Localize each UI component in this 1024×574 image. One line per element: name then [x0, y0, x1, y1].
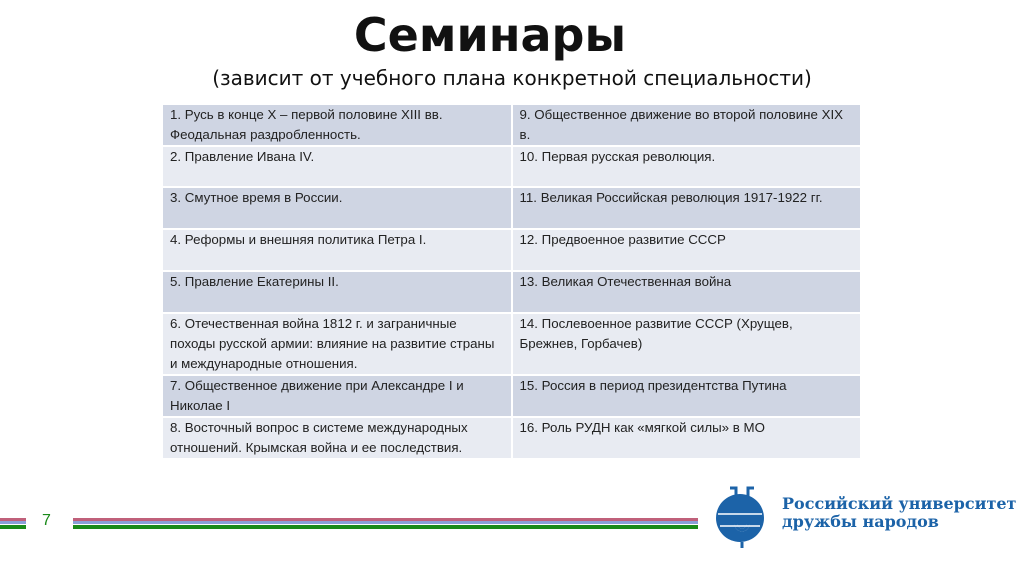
table-row [162, 187, 861, 229]
seminar-topic: 9. Общественное движение во второй половине XIX в. [512, 104, 862, 146]
university-name-line2: дружбы народов [782, 512, 939, 531]
table-row [162, 375, 861, 417]
page-number: 7 [42, 512, 51, 529]
seminar-topic: 4. Реформы и внешняя политика Петра I. [162, 229, 512, 271]
table-row [162, 146, 861, 187]
table-row [162, 417, 861, 459]
table-row [162, 229, 861, 271]
university-logo-icon [712, 484, 772, 550]
seminar-topic: 13. Великая Отечественная война [512, 271, 862, 313]
seminar-topic: 5. Правление Екатерины II. [162, 271, 512, 313]
seminar-table [161, 103, 862, 460]
table-row [162, 271, 861, 313]
seminar-topic: 10. Первая русская революция. [512, 146, 862, 187]
seminar-topic: 7. Общественное движение при Александре I и Николае I [162, 375, 512, 417]
seminar-topic: 2. Правление Ивана IV. [162, 146, 512, 187]
seminar-topic: 1. Русь в конце X – первой половине XIII вв. Феодальная раздробленность. [162, 104, 512, 146]
university-name-line1: Российский университет [782, 494, 1017, 513]
university-name [782, 495, 1016, 531]
table-row [162, 104, 861, 146]
seminar-topic: 14. Послевоенное развитие СССР (Хрущев, Брежнев, Горбачев) [512, 313, 862, 375]
table-row [162, 313, 861, 375]
seminar-topic: 6. Отечественная война 1812 г. и заграничные походы русской армии: влияние на развитие страны и международные отношения. [162, 313, 512, 375]
seminar-topic: 15. Россия в период президентства Путина [512, 375, 862, 417]
seminar-topic: 3. Смутное время в России. [162, 187, 512, 229]
seminar-topic: 11. Великая Российская революция 1917-1922 гг. [512, 187, 862, 229]
seminar-topic: 8. Восточный вопрос в системе международных отношений. Крымская война и ее последствия. [162, 417, 512, 459]
footer-stripe-left [0, 518, 26, 530]
slide-title: Семинары [353, 8, 627, 62]
slide-subtitle: (зависит от учебного плана конкретной специальности) [212, 66, 812, 90]
footer-stripe [73, 518, 698, 530]
seminar-topic: 16. Роль РУДН как «мягкой силы» в МО [512, 417, 862, 459]
seminar-topic: 12. Предвоенное развитие СССР [512, 229, 862, 271]
